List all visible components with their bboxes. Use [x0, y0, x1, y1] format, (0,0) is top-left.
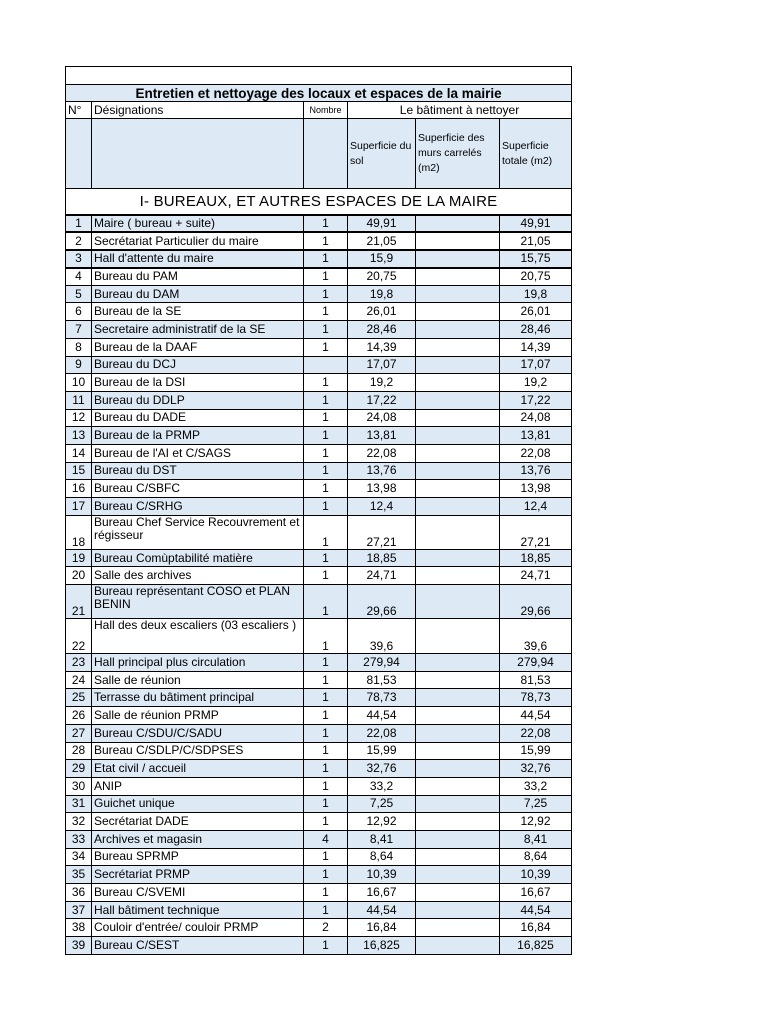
cell-designation: Secretaire administratif de la SE	[92, 321, 304, 339]
header-designations: Désignations	[92, 102, 304, 119]
cell-nombre: 1	[304, 813, 348, 831]
cell-designation: ANIP	[92, 777, 304, 795]
cell-designation: Couloir d'entrée/ couloir PRMP	[92, 919, 304, 937]
cell-sup-totale: 17,07	[500, 356, 572, 374]
header-batiment: Le bâtiment à nettoyer	[348, 102, 572, 119]
table-row	[66, 742, 572, 760]
table-row	[66, 777, 572, 795]
table-row	[66, 549, 572, 567]
cell-num: 13	[66, 427, 92, 445]
cell-sup-sol: 13,76	[348, 462, 416, 480]
cell-designation: Bureau représentant COSO et PLAN BENIN	[92, 585, 304, 619]
table-row	[66, 515, 572, 549]
cell-sup-totale: 19,8	[500, 285, 572, 303]
cell-sup-murs	[416, 374, 500, 392]
cell-designation: Bureau du DCJ	[92, 356, 304, 374]
cell-num: 33	[66, 830, 92, 848]
cell-sup-murs	[416, 268, 500, 286]
header-sup-sol: Superficie du sol	[348, 119, 416, 189]
cell-sup-murs	[416, 409, 500, 427]
cell-nombre: 1	[304, 567, 348, 585]
cell-sup-sol: 49,91	[348, 215, 416, 233]
cell-sup-murs	[416, 724, 500, 742]
cell-sup-sol: 19,2	[348, 374, 416, 392]
cell-sup-totale: 13,98	[500, 480, 572, 498]
cell-nombre: 1	[304, 654, 348, 672]
cell-sup-sol: 8,41	[348, 830, 416, 848]
cell-nombre: 1	[304, 795, 348, 813]
cell-sup-totale: 81,53	[500, 671, 572, 689]
cell-sup-totale: 39,6	[500, 619, 572, 654]
cell-sup-sol: 10,39	[348, 866, 416, 884]
table-row	[66, 919, 572, 937]
cell-num: 23	[66, 654, 92, 672]
cell-nombre: 1	[304, 760, 348, 778]
cell-sup-murs	[416, 742, 500, 760]
cell-sup-totale: 49,91	[500, 215, 572, 233]
cell-designation: Bureau de la PRMP	[92, 427, 304, 445]
cell-sup-murs	[416, 919, 500, 937]
cell-sup-murs	[416, 689, 500, 707]
cell-sup-sol: 44,54	[348, 707, 416, 725]
cell-designation: Bureau C/SDLP/C/SDPSES	[92, 742, 304, 760]
cell-sup-murs	[416, 866, 500, 884]
table-row	[66, 848, 572, 866]
cell-designation: Bureau C/SBFC	[92, 480, 304, 498]
cell-num: 1	[66, 215, 92, 233]
cell-nombre: 1	[304, 742, 348, 760]
cell-nombre: 1	[304, 619, 348, 654]
cell-sup-totale: 24,08	[500, 409, 572, 427]
cell-sup-totale: 14,39	[500, 338, 572, 356]
cell-sup-totale: 20,75	[500, 268, 572, 286]
cell-nombre: 1	[304, 391, 348, 409]
cell-nombre: 1	[304, 232, 348, 250]
cell-designation: Bureau du DDLP	[92, 391, 304, 409]
cell-sup-totale: 16,84	[500, 919, 572, 937]
section-title: I- BUREAUX, ET AUTRES ESPACES DE LA MAIRE	[66, 189, 572, 215]
cell-sup-sol: 12,92	[348, 813, 416, 831]
cell-nombre: 1	[304, 585, 348, 619]
cell-sup-sol: 44,54	[348, 901, 416, 919]
cell-sup-murs	[416, 498, 500, 516]
cell-sup-murs	[416, 671, 500, 689]
table-row	[66, 444, 572, 462]
cell-sup-murs	[416, 901, 500, 919]
cell-nombre	[304, 356, 348, 374]
cell-sup-totale: 24,71	[500, 567, 572, 585]
cell-nombre: 1	[304, 409, 348, 427]
cell-num: 18	[66, 515, 92, 549]
cell-designation: Bureau C/SVEMI	[92, 884, 304, 902]
cell-nombre: 1	[304, 515, 348, 549]
table-row	[66, 901, 572, 919]
cell-sup-sol: 21,05	[348, 232, 416, 250]
table-row	[66, 760, 572, 778]
table-row	[66, 268, 572, 286]
cell-designation: Salle de réunion	[92, 671, 304, 689]
table-row	[66, 427, 572, 445]
cell-sup-totale: 16,67	[500, 884, 572, 902]
cell-sup-totale: 12,4	[500, 498, 572, 516]
cell-designation: Terrasse du bâtiment principal	[92, 689, 304, 707]
table-title: Entretien et nettoyage des locaux et espaces de la mairie	[66, 85, 572, 102]
cell-num: 24	[66, 671, 92, 689]
cell-sup-totale: 13,81	[500, 427, 572, 445]
cell-nombre: 1	[304, 777, 348, 795]
cell-sup-sol: 16,825	[348, 937, 416, 955]
table-row	[66, 356, 572, 374]
cell-sup-murs	[416, 462, 500, 480]
cell-sup-totale: 21,05	[500, 232, 572, 250]
cell-sup-sol: 28,46	[348, 321, 416, 339]
cell-num: 15	[66, 462, 92, 480]
cell-num: 20	[66, 567, 92, 585]
header-blank-designations	[92, 119, 304, 189]
header-num: N°	[66, 102, 92, 119]
cell-sup-murs	[416, 654, 500, 672]
cell-sup-murs	[416, 515, 500, 549]
cell-designation: Hall bâtiment technique	[92, 901, 304, 919]
cell-sup-totale: 27,21	[500, 515, 572, 549]
cell-num: 3	[66, 250, 92, 268]
cell-sup-sol: 78,73	[348, 689, 416, 707]
cell-sup-sol: 27,21	[348, 515, 416, 549]
cell-sup-totale: 7,25	[500, 795, 572, 813]
table-row	[66, 321, 572, 339]
cell-num: 5	[66, 285, 92, 303]
cell-sup-murs	[416, 303, 500, 321]
table-row	[66, 937, 572, 955]
cell-num: 36	[66, 884, 92, 902]
cell-nombre: 1	[304, 462, 348, 480]
cell-designation: Archives et magasin	[92, 830, 304, 848]
cell-designation: Bureau SPRMP	[92, 848, 304, 866]
cell-designation: Secrétariat DADE	[92, 813, 304, 831]
cell-sup-murs	[416, 321, 500, 339]
cell-designation: Hall des deux escaliers (03 escaliers )	[92, 619, 304, 654]
cell-nombre: 1	[304, 884, 348, 902]
cell-nombre: 1	[304, 444, 348, 462]
cell-sup-sol: 19,8	[348, 285, 416, 303]
cell-nombre: 2	[304, 919, 348, 937]
cell-nombre: 1	[304, 321, 348, 339]
cell-sup-sol: 17,07	[348, 356, 416, 374]
table-row	[66, 480, 572, 498]
cell-num: 17	[66, 498, 92, 516]
cell-sup-sol: 7,25	[348, 795, 416, 813]
cell-sup-sol: 12,4	[348, 498, 416, 516]
header-sup-totale: Superficie totale (m2)	[500, 119, 572, 189]
table-row	[66, 409, 572, 427]
cell-nombre: 4	[304, 830, 348, 848]
header-nombre: Nombre	[304, 102, 348, 119]
cell-sup-sol: 81,53	[348, 671, 416, 689]
cell-num: 14	[66, 444, 92, 462]
cell-designation: Bureau du DAM	[92, 285, 304, 303]
table-row	[66, 866, 572, 884]
cell-nombre: 1	[304, 707, 348, 725]
cell-sup-totale: 8,41	[500, 830, 572, 848]
cell-sup-murs	[416, 427, 500, 445]
cell-sup-sol: 33,2	[348, 777, 416, 795]
header-blank-nombre	[304, 119, 348, 189]
cell-designation: Guichet unique	[92, 795, 304, 813]
cell-sup-murs	[416, 567, 500, 585]
table-row	[66, 707, 572, 725]
cell-sup-totale: 22,08	[500, 724, 572, 742]
cell-sup-sol: 13,98	[348, 480, 416, 498]
cell-sup-murs	[416, 250, 500, 268]
cell-sup-murs	[416, 480, 500, 498]
cell-sup-totale: 17,22	[500, 391, 572, 409]
cell-sup-totale: 10,39	[500, 866, 572, 884]
cell-sup-totale: 18,85	[500, 549, 572, 567]
cell-nombre: 1	[304, 549, 348, 567]
cell-designation: Salle des archives	[92, 567, 304, 585]
cell-num: 10	[66, 374, 92, 392]
cell-sup-murs	[416, 760, 500, 778]
cell-sup-murs	[416, 232, 500, 250]
cell-sup-sol: 32,76	[348, 760, 416, 778]
table-row	[66, 654, 572, 672]
cell-num: 37	[66, 901, 92, 919]
cell-num: 29	[66, 760, 92, 778]
cell-nombre: 1	[304, 689, 348, 707]
cell-sup-totale: 28,46	[500, 321, 572, 339]
cell-num: 38	[66, 919, 92, 937]
cell-designation: Bureau Chef Service Recouvrement et régisseur	[92, 515, 304, 549]
cell-nombre: 1	[304, 671, 348, 689]
cell-nombre: 1	[304, 285, 348, 303]
table-row	[66, 303, 572, 321]
cell-sup-totale: 15,99	[500, 742, 572, 760]
table-row	[66, 232, 572, 250]
cell-num: 30	[66, 777, 92, 795]
cell-sup-sol: 22,08	[348, 444, 416, 462]
cell-num: 25	[66, 689, 92, 707]
cell-sup-sol: 39,6	[348, 619, 416, 654]
cell-num: 21	[66, 585, 92, 619]
cell-sup-sol: 24,71	[348, 567, 416, 585]
surface-table	[65, 66, 572, 955]
cell-designation: Bureau de la DAAF	[92, 338, 304, 356]
header-sup-murs: Superficie des murs carrelés (m2)	[416, 119, 500, 189]
cell-sup-sol: 16,67	[348, 884, 416, 902]
cell-sup-sol: 22,08	[348, 724, 416, 742]
table-row	[66, 391, 572, 409]
cell-nombre: 1	[304, 848, 348, 866]
cell-sup-totale: 16,825	[500, 937, 572, 955]
cell-sup-sol: 15,99	[348, 742, 416, 760]
table-row	[66, 498, 572, 516]
top-blank-row	[66, 67, 572, 85]
cell-designation: Hall d'attente du maire	[92, 250, 304, 268]
cell-designation: Bureau du DADE	[92, 409, 304, 427]
table-row	[66, 884, 572, 902]
cell-sup-murs	[416, 707, 500, 725]
cell-nombre: 1	[304, 498, 348, 516]
table-row	[66, 671, 572, 689]
cell-sup-totale: 26,01	[500, 303, 572, 321]
cell-sup-sol: 17,22	[348, 391, 416, 409]
cell-sup-sol: 26,01	[348, 303, 416, 321]
cell-sup-sol: 13,81	[348, 427, 416, 445]
cell-designation: Secrétariat Particulier du maire	[92, 232, 304, 250]
table-row	[66, 285, 572, 303]
cell-designation: Bureau de l'AI et C/SAGS	[92, 444, 304, 462]
cell-sup-sol: 279,94	[348, 654, 416, 672]
cell-nombre: 1	[304, 374, 348, 392]
cell-nombre: 1	[304, 901, 348, 919]
cell-num: 39	[66, 937, 92, 955]
cell-sup-murs	[416, 585, 500, 619]
cell-sup-sol: 20,75	[348, 268, 416, 286]
cell-num: 6	[66, 303, 92, 321]
cell-nombre: 1	[304, 338, 348, 356]
table-row	[66, 813, 572, 831]
cell-designation: Etat civil / accueil	[92, 760, 304, 778]
cell-designation: Bureau du DST	[92, 462, 304, 480]
cell-sup-sol: 16,84	[348, 919, 416, 937]
cell-num: 16	[66, 480, 92, 498]
cell-nombre: 1	[304, 250, 348, 268]
cell-nombre: 1	[304, 268, 348, 286]
cell-sup-murs	[416, 619, 500, 654]
cell-designation: Maire ( bureau + suite)	[92, 215, 304, 233]
table-row	[66, 215, 572, 233]
cell-designation: Secrétariat PRMP	[92, 866, 304, 884]
cell-sup-totale: 22,08	[500, 444, 572, 462]
cell-num: 19	[66, 549, 92, 567]
cell-sup-murs	[416, 549, 500, 567]
cell-sup-murs	[416, 338, 500, 356]
cell-sup-totale: 19,2	[500, 374, 572, 392]
cell-sup-sol: 8,64	[348, 848, 416, 866]
cell-designation: Bureau C/SRHG	[92, 498, 304, 516]
cell-sup-totale: 44,54	[500, 901, 572, 919]
cell-designation: Bureau de la DSI	[92, 374, 304, 392]
table-row	[66, 795, 572, 813]
cell-sup-sol: 24,08	[348, 409, 416, 427]
cell-num: 31	[66, 795, 92, 813]
cell-sup-sol: 14,39	[348, 338, 416, 356]
cell-sup-totale: 29,66	[500, 585, 572, 619]
cell-num: 12	[66, 409, 92, 427]
cell-sup-murs	[416, 813, 500, 831]
cell-designation: Bureau de la SE	[92, 303, 304, 321]
cell-nombre: 1	[304, 215, 348, 233]
table-row	[66, 585, 572, 619]
cell-sup-murs	[416, 215, 500, 233]
cell-num: 26	[66, 707, 92, 725]
table-row	[66, 462, 572, 480]
cell-nombre: 1	[304, 480, 348, 498]
cell-sup-murs	[416, 937, 500, 955]
table-row	[66, 338, 572, 356]
cell-num: 34	[66, 848, 92, 866]
cell-num: 22	[66, 619, 92, 654]
cell-nombre: 1	[304, 303, 348, 321]
cell-sup-murs	[416, 830, 500, 848]
cell-designation: Bureau C/SDU/C/SADU	[92, 724, 304, 742]
cell-sup-murs	[416, 444, 500, 462]
cell-designation: Bureau du PAM	[92, 268, 304, 286]
cell-sup-murs	[416, 884, 500, 902]
table-row	[66, 567, 572, 585]
cell-num: 28	[66, 742, 92, 760]
cell-sup-murs	[416, 285, 500, 303]
cell-sup-totale: 12,92	[500, 813, 572, 831]
cell-sup-murs	[416, 356, 500, 374]
cell-sup-totale: 33,2	[500, 777, 572, 795]
cell-sup-murs	[416, 777, 500, 795]
cell-sup-totale: 32,76	[500, 760, 572, 778]
cell-sup-totale: 13,76	[500, 462, 572, 480]
cell-sup-sol: 29,66	[348, 585, 416, 619]
cell-sup-murs	[416, 795, 500, 813]
cell-num: 9	[66, 356, 92, 374]
cell-sup-totale: 15,75	[500, 250, 572, 268]
cell-num: 8	[66, 338, 92, 356]
cell-num: 32	[66, 813, 92, 831]
cell-num: 11	[66, 391, 92, 409]
cell-num: 4	[66, 268, 92, 286]
cell-sup-sol: 18,85	[348, 549, 416, 567]
cell-sup-totale: 8,64	[500, 848, 572, 866]
cell-nombre: 1	[304, 724, 348, 742]
cell-num: 27	[66, 724, 92, 742]
cell-num: 35	[66, 866, 92, 884]
cell-sup-totale: 279,94	[500, 654, 572, 672]
cell-num: 2	[66, 232, 92, 250]
cell-sup-totale: 78,73	[500, 689, 572, 707]
cell-nombre: 1	[304, 866, 348, 884]
cell-nombre: 1	[304, 427, 348, 445]
table-row	[66, 724, 572, 742]
cell-designation: Bureau C/SEST	[92, 937, 304, 955]
cell-sup-sol: 15,9	[348, 250, 416, 268]
header-blank-num	[66, 119, 92, 189]
cell-designation: Salle de réunion PRMP	[92, 707, 304, 725]
table-row	[66, 689, 572, 707]
table-row	[66, 374, 572, 392]
cell-designation: Hall principal plus circulation	[92, 654, 304, 672]
cell-sup-murs	[416, 848, 500, 866]
table-row	[66, 250, 572, 268]
table-row	[66, 619, 572, 654]
table-row	[66, 830, 572, 848]
cell-sup-totale: 44,54	[500, 707, 572, 725]
cell-nombre: 1	[304, 937, 348, 955]
cell-num: 7	[66, 321, 92, 339]
cell-designation: Bureau Comùptabilité matière	[92, 549, 304, 567]
cell-sup-murs	[416, 391, 500, 409]
